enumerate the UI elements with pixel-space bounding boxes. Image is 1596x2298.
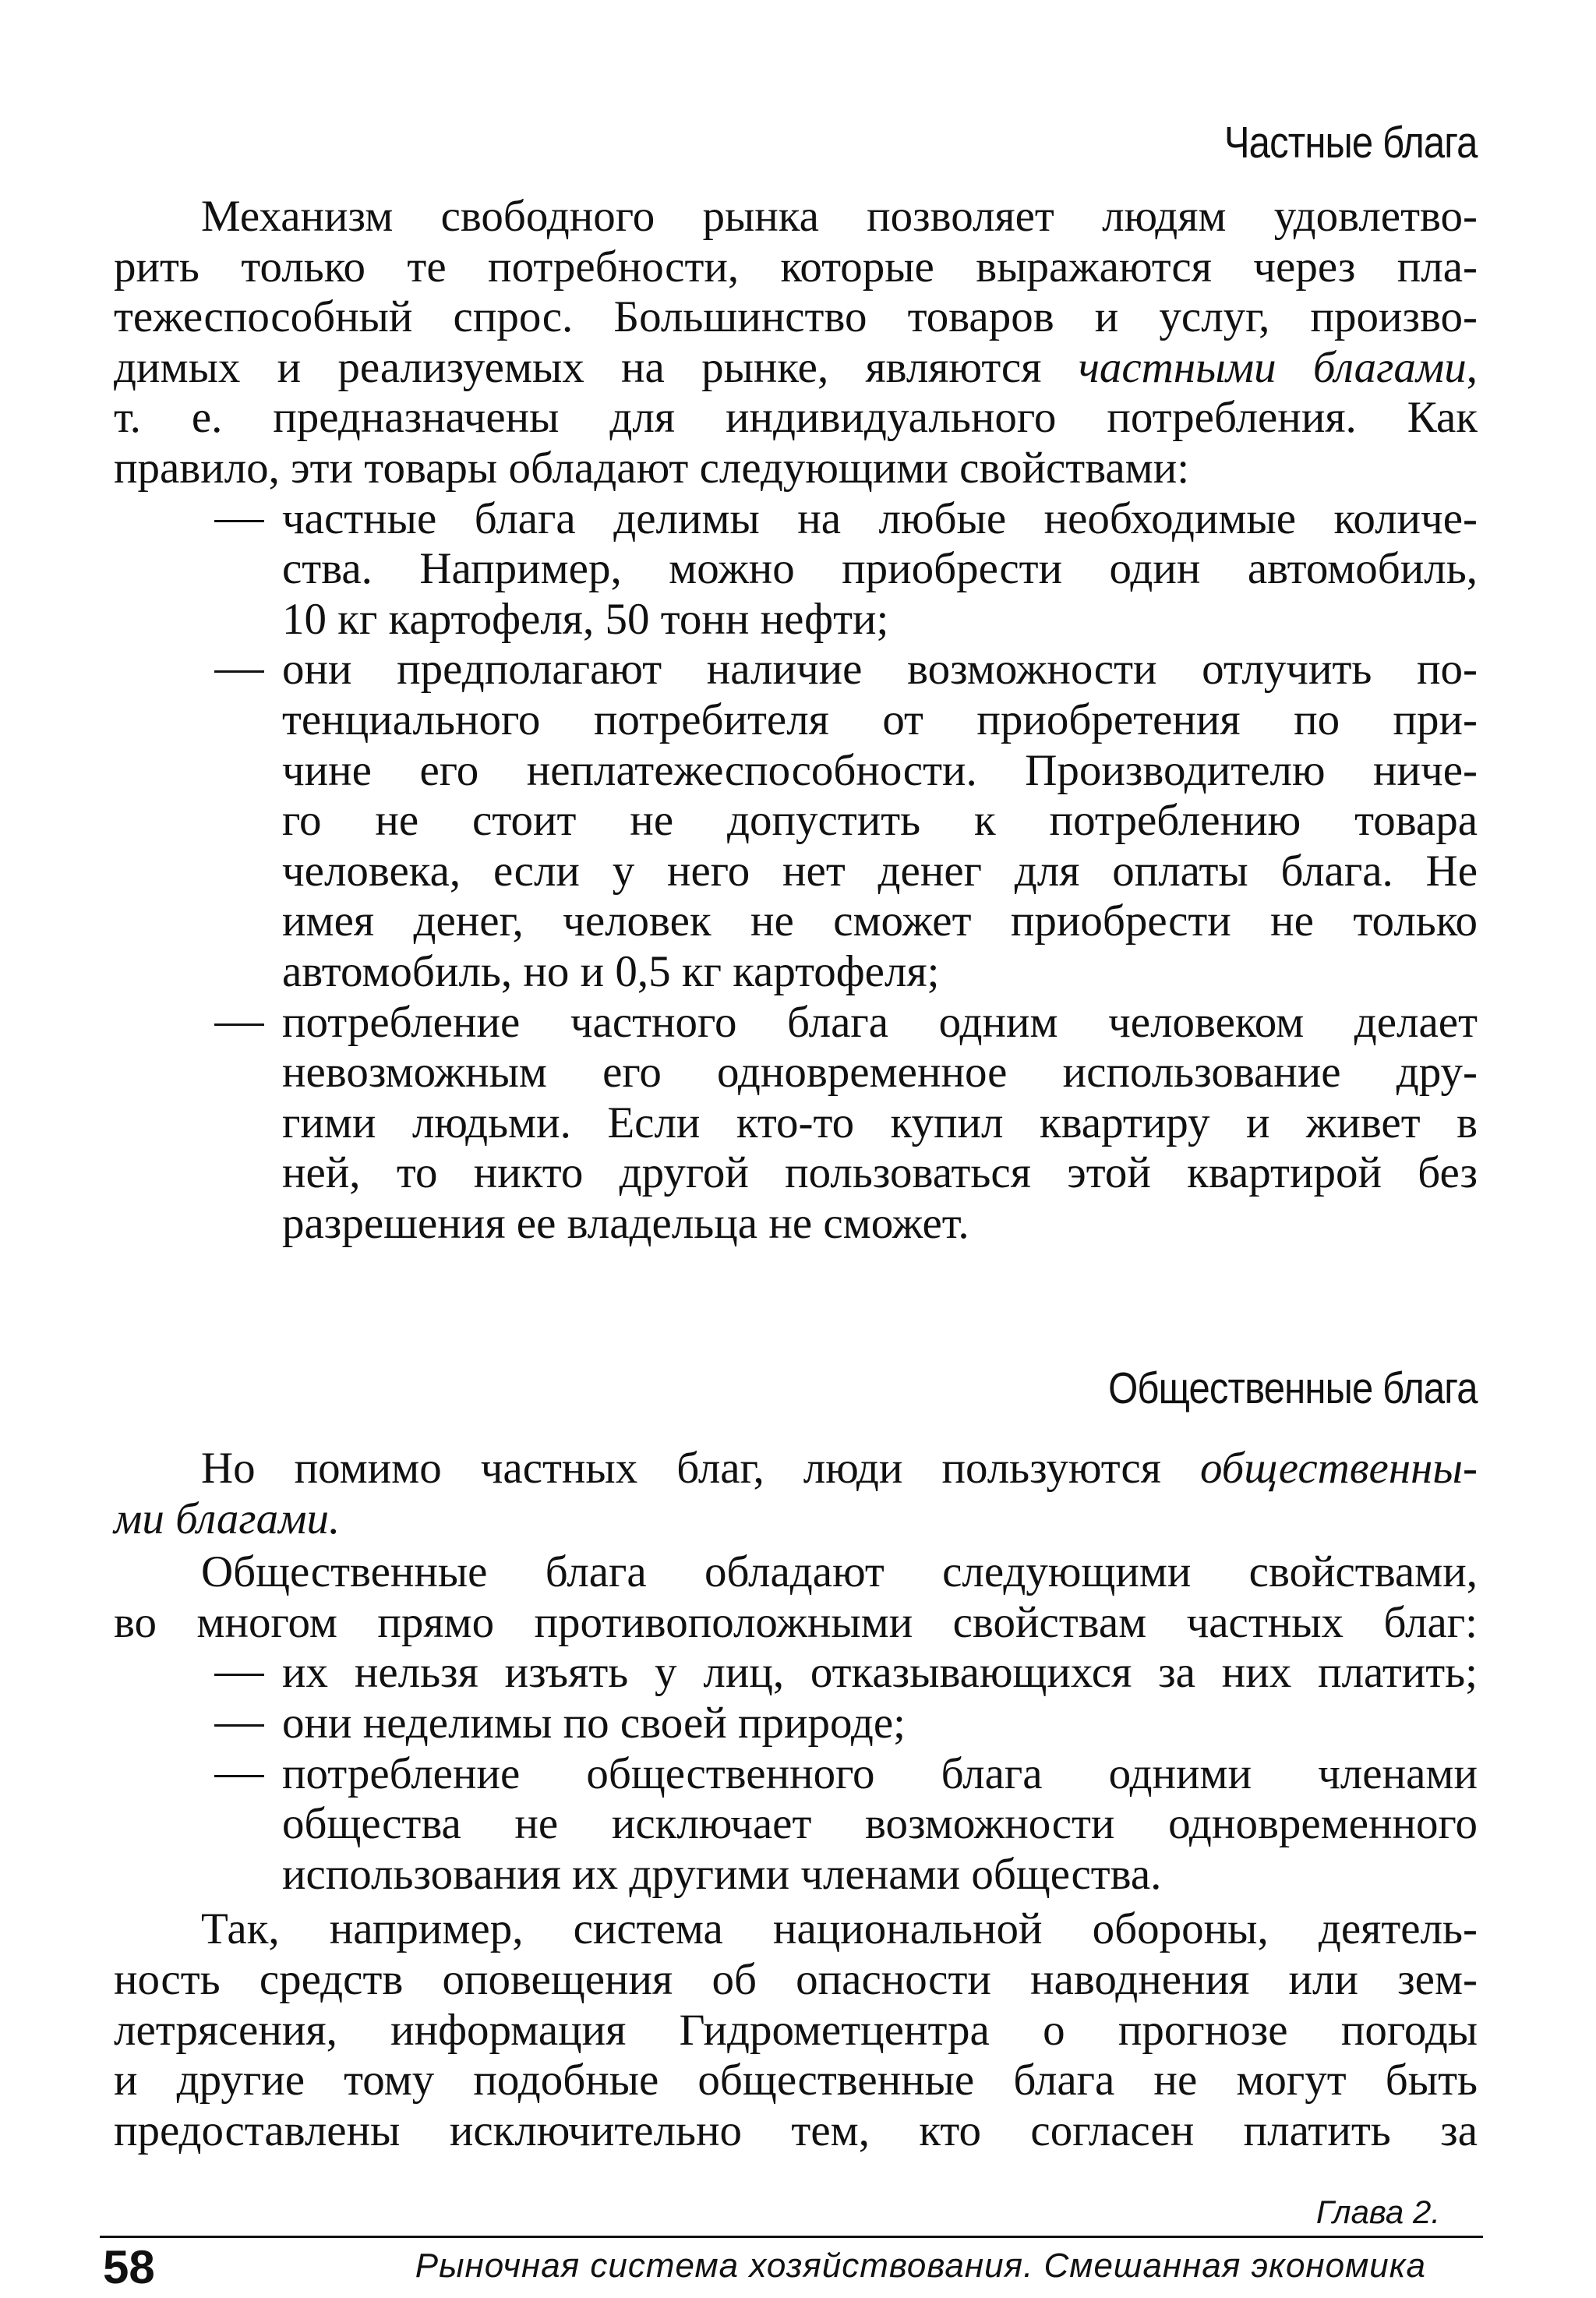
section-heading-public-goods: Общественные блага [1108, 1363, 1478, 1413]
text-run: димых и реализуемых на рынке, являются [114, 342, 1079, 392]
list-item-line: ства. Например, можно приобрести один автомобиль, [282, 544, 1478, 594]
list-item-line: потребление частного блага одним человеком делает [282, 997, 1478, 1047]
paragraph-line [114, 343, 1478, 393]
footer-chapter-title: Рыночная система хозяйствования. Смешанная экономика [415, 2247, 1426, 2285]
paragraph-line: правило, эти товары обладают следующими свойствами: [114, 444, 1190, 493]
list-item-line: разрешения ее владельца не сможет. [282, 1199, 969, 1248]
list-item-line: использования их другими членами общества. [282, 1849, 1162, 1899]
list-item-line: их нельзя изъять у лиц, отказывающихся за них платить; [282, 1648, 1478, 1698]
list-item-line: человека, если у него нет денег для оплаты блага. Не [282, 846, 1478, 896]
text-run: , [1466, 342, 1478, 392]
text-run: Но помимо частных благ, люди пользуются [201, 1444, 1200, 1493]
list-item-line: 10 кг картофеля, 50 тонн нефти; [282, 594, 889, 644]
list-dash [214, 1674, 264, 1676]
footer-rule [100, 2236, 1483, 2238]
section-heading-private-goods: Частные блага [1224, 118, 1478, 168]
paragraph-line: т. е. предназначены для индивидуального потребления. Как [114, 393, 1478, 443]
emphasis-text: ми благами. [114, 1494, 341, 1543]
paragraph-line: летрясения, информация Гидрометцентра о прогнозе погоды [114, 2005, 1478, 2055]
paragraph-line: рить только те потребности, которые выражаются через пла- [114, 242, 1478, 292]
paragraph-line: и другие тому подобные общественные блага не могут быть [114, 2056, 1478, 2105]
list-item-line: имея денег, человек не сможет приобрести не только [282, 896, 1478, 946]
list-item-line: чине его неплатежеспособности. Производителю ниче- [282, 745, 1478, 795]
paragraph-line: тежеспособный спрос. Большинство товаров и услуг, произво- [114, 292, 1478, 342]
paragraph-line [114, 1494, 1478, 1544]
paragraph-line: ность средств оповещения об опасности наводнения или зем- [114, 1955, 1478, 2004]
paragraph-line: Общественные блага обладают следующими свойствами, [201, 1547, 1478, 1597]
list-item-line: тенциального потребителя от приобретения по при- [282, 695, 1478, 744]
paragraph-line: во многом прямо противоположными свойствам частных благ: [114, 1597, 1478, 1647]
page-number: 58 [103, 2241, 155, 2293]
emphasis-text: общественны- [1199, 1444, 1478, 1493]
list-item-line: гими людьми. Если кто-то купил квартиру и живет в [282, 1098, 1478, 1147]
list-item-line: потребление общественного блага одними членами [282, 1748, 1478, 1798]
list-item-line: ней, то никто другой пользоваться этой квартирой без [282, 1148, 1478, 1198]
paragraph-line: предоставлены исключительно тем, кто согласен платить за [114, 2105, 1478, 2155]
list-dash [214, 670, 264, 673]
list-item-line: го не стоит не допустить к потреблению товара [282, 796, 1478, 846]
list-item-line: невозможным его одновременное использование дру- [282, 1048, 1478, 1098]
list-item-line: общества не исключает возможности одновременного [282, 1799, 1478, 1849]
list-item-line: они неделимы по своей природе; [282, 1699, 906, 1748]
list-item-line: частные блага делимы на любые необходимые количе- [282, 493, 1478, 543]
list-dash [214, 1023, 264, 1026]
list-dash [214, 520, 264, 522]
paragraph-line: Механизм свободного рынка позволяет людям удовлетво- [201, 192, 1478, 241]
emphasis-text: частными благами [1078, 342, 1467, 392]
paragraph-line [201, 1444, 1478, 1494]
list-item-line: они предполагают наличие возможности отлучить по- [282, 645, 1478, 695]
footer-chapter-label: Глава 2. [1315, 2194, 1440, 2230]
paragraph-line: Так, например, система национальной обороны, деятель- [201, 1904, 1478, 1954]
list-dash [214, 1775, 264, 1777]
list-dash [214, 1724, 264, 1727]
list-item-line: автомобиль, но и 0,5 кг картофеля; [282, 947, 940, 996]
